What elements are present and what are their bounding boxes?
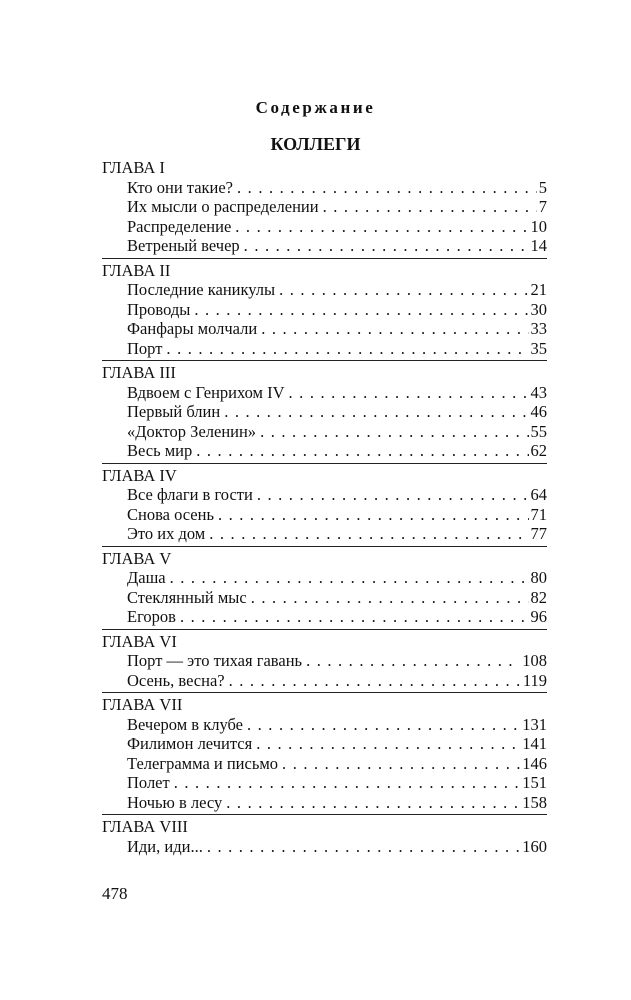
entry-page: 119 [522, 670, 547, 690]
entry-page: 55 [530, 421, 547, 441]
toc-entry [102, 402, 547, 422]
chapter-title: ГЛАВА VIII [102, 817, 188, 836]
toc-entry [102, 485, 547, 505]
toc-entry [102, 280, 547, 300]
entry-page: 141 [522, 734, 547, 753]
chapter-8 [102, 814, 547, 856]
toc-entry [102, 197, 547, 217]
chapter-title: ГЛАВА IV [102, 465, 177, 485]
toc-entry [102, 319, 547, 339]
toc-entry [102, 178, 547, 198]
dot-leader [194, 300, 528, 320]
chapter-title: ГЛАВА VII [102, 695, 183, 714]
dot-leader [256, 734, 520, 754]
entry-title: Распределение [127, 216, 232, 236]
entry-title: Весь мир [127, 441, 193, 460]
dot-leader [180, 607, 529, 627]
entry-title: Иди, иди... [127, 836, 203, 856]
entry-page: 14 [530, 236, 547, 255]
entry-title: «Доктор Зеленин» [127, 421, 257, 441]
entry-page: 46 [530, 402, 547, 421]
entry-page: 71 [530, 504, 547, 524]
dot-leader [224, 402, 528, 422]
entry-title: Ночью в лесу [127, 792, 223, 812]
toc-entry [102, 422, 547, 442]
entry-page: 30 [530, 299, 547, 319]
dot-leader [229, 671, 521, 691]
page-heading: Содержание [255, 98, 376, 117]
entry-title: Даша [127, 568, 166, 587]
entry-title: Их мысли о распределении [127, 197, 319, 216]
dot-leader [209, 524, 528, 544]
dot-leader [235, 217, 528, 237]
entry-page: 10 [530, 216, 547, 236]
chapter-title: ГЛАВА II [102, 260, 171, 280]
toc-entry [102, 607, 547, 627]
entry-page: 33 [530, 319, 547, 338]
toc-entry [102, 773, 547, 793]
toc-entry [102, 671, 547, 691]
chapter-6 [102, 629, 547, 691]
entry-title: Фанфары молчали [127, 319, 258, 338]
toc-entry [102, 651, 547, 671]
page-number: 478 [102, 884, 128, 903]
entry-page: 43 [530, 382, 547, 402]
chapter-title: ГЛАВА III [102, 363, 176, 382]
dot-leader [166, 339, 528, 359]
dot-leader [226, 793, 520, 813]
toc-entry [102, 383, 547, 403]
toc-entry [102, 754, 547, 774]
dot-leader [251, 588, 529, 608]
entry-title: Вдвоем с Генрихом IV [127, 382, 285, 402]
entry-title: Порт — это тихая гавань [127, 651, 303, 670]
toc-entry [102, 837, 547, 857]
entry-page: 64 [530, 485, 547, 504]
toc-entry [102, 441, 547, 461]
entry-page: 80 [530, 568, 547, 587]
entry-page: 146 [522, 753, 547, 773]
dot-leader [207, 837, 520, 857]
chapter-7 [102, 692, 547, 812]
dot-leader [174, 773, 521, 793]
chapter-title: ГЛАВА V [102, 548, 172, 568]
entry-title: Первый блин [127, 402, 221, 421]
entry-title: Кто они такие? [127, 177, 234, 197]
entry-title: Последние каникулы [127, 280, 276, 299]
toc-entry [102, 588, 547, 608]
toc-entry [102, 793, 547, 813]
entry-title: Снова осень [127, 504, 214, 524]
dot-leader [170, 568, 529, 588]
entry-page: 131 [522, 714, 547, 734]
dot-leader [257, 485, 529, 505]
chapter-title: ГЛАВА VI [102, 631, 177, 651]
toc-entry [102, 300, 547, 320]
part-title: КОЛЛЕГИ [270, 134, 361, 154]
entry-page: 151 [522, 773, 547, 792]
dot-leader [247, 715, 520, 735]
dot-leader [323, 197, 537, 217]
entry-title: Проводы [127, 299, 191, 319]
chapter-3 [102, 360, 547, 461]
chapter-5 [102, 546, 547, 627]
dot-leader [260, 422, 528, 442]
toc-entry [102, 505, 547, 525]
entry-page: 7 [538, 197, 547, 216]
entry-page: 62 [530, 441, 547, 460]
entry-title: Филимон лечится [127, 734, 253, 753]
toc-entry [102, 217, 547, 237]
entry-page: 158 [522, 792, 547, 812]
toc-entry [102, 734, 547, 754]
toc-entry [102, 715, 547, 735]
chapter-2 [102, 258, 547, 359]
toc-entry [102, 339, 547, 359]
entry-page: 160 [522, 836, 547, 856]
dot-leader [282, 754, 520, 774]
chapter-1 [102, 158, 547, 256]
entry-title: Полет [127, 773, 170, 792]
chapter-title: ГЛАВА I [102, 158, 165, 177]
entry-title: Это их дом [127, 524, 206, 543]
entry-page: 21 [530, 280, 547, 299]
table-of-contents [102, 158, 547, 856]
dot-leader [218, 505, 529, 525]
entry-title: Порт [127, 338, 163, 358]
entry-title: Осень, весна? [127, 670, 225, 690]
entry-page: 108 [522, 651, 547, 670]
dot-leader [261, 319, 528, 339]
dot-leader [289, 383, 529, 403]
entry-title: Вечером в клубе [127, 714, 243, 734]
dot-leader [279, 280, 528, 300]
toc-entry [102, 236, 547, 256]
toc-entry [102, 524, 547, 544]
toc-entry [102, 568, 547, 588]
dot-leader [244, 236, 529, 256]
dot-leader [306, 651, 520, 671]
entry-title: Ветреный вечер [127, 236, 240, 255]
entry-page: 77 [530, 524, 547, 543]
dot-leader [196, 441, 528, 461]
chapter-4 [102, 463, 547, 544]
entry-page: 96 [530, 607, 547, 626]
entry-title: Егоров [127, 607, 176, 626]
entry-page: 82 [530, 587, 547, 607]
entry-title: Все флаги в гости [127, 485, 253, 504]
entry-page: 35 [530, 338, 547, 358]
dot-leader [237, 178, 537, 198]
entry-title: Телеграмма и письмо [127, 753, 279, 773]
entry-title: Стеклянный мыс [127, 587, 247, 607]
entry-page: 5 [538, 177, 547, 197]
